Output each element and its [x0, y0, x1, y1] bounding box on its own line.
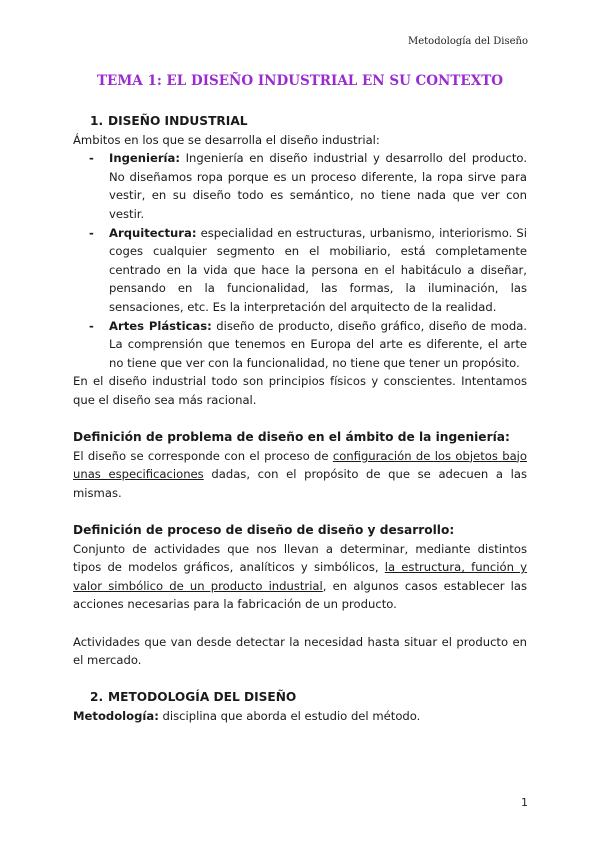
list-item-term: Ingeniería:: [109, 151, 180, 166]
definition-2-text: Conjunto de actividades que nos llevan a determinar, mediante distintos tipos de modelos gráficos, analíticos y simbólicos, la estructura, función y valor simbólico de un producto industrial, en algunos casos establecer las acciones necesarias para la fabricación de un producto.: [73, 541, 527, 612]
section-1-title: DISEÑO INDUSTRIAL: [108, 114, 248, 128]
list-item-text: Ingeniería en diseño industrial y desarrollo del producto. No diseñamos ropa porque es un proceso diferente, la ropa sirve para vestir, en su diseño todo es semántico, no tiene nada que ver con vestir.: [109, 151, 527, 221]
page-number: 1: [521, 796, 528, 809]
list-item: [73, 149, 527, 223]
list-item-text: especialidad en estructuras, urbanismo, interiorismo. Si coges cualquier segmento en el mobiliario, está completamente centrado en la vida que hace la persona en el habitáculo a diseñar, pensando en la funcionalidad, las formas, la iluminación, las sensaciones, etc. Es la interpretación del arquitecto de la realidad.: [109, 225, 527, 314]
definition-1-heading: Definición de problema de diseño en el ámbito de la ingeniería:: [73, 430, 510, 445]
section-2-text: Metodología: disciplina que aborda el estudio del método.: [73, 709, 421, 723]
spacer: [73, 502, 527, 521]
section-2-term: Metodología:: [73, 709, 159, 723]
definition-2-heading: Definición de proceso de diseño de diseño y desarrollo:: [73, 523, 455, 538]
dash-bullet: -: [89, 318, 94, 333]
page-title: TEMA 1: EL DISEÑO INDUSTRIAL EN SU CONTEXTO: [96, 73, 503, 89]
dash-bullet: -: [89, 151, 94, 166]
section-1-intro: Ámbitos en los que se desarrolla el diseño industrial:: [73, 132, 380, 147]
list-item: [73, 224, 527, 317]
section-2-heading: [73, 688, 527, 707]
document-body: [73, 112, 527, 726]
dash-bullet: -: [89, 225, 94, 240]
section-2-title: METODOLOGÍA DEL DISEÑO: [108, 690, 297, 705]
spacer: [73, 670, 527, 689]
activities-text: Actividades que van desde detectar la necesidad hasta situar el producto en el mercado.: [73, 634, 527, 668]
list-item-term: Artes Plásticas:: [109, 318, 212, 333]
list-item-text: diseño de producto, diseño gráfico, diseño de moda. La comprensión que tenemos en Europa del arte es diferente, el arte no tiene que ver con la funcionalidad, no tiene que tener un propósito.: [109, 318, 527, 370]
list-item-term: Arquitectura:: [109, 225, 197, 240]
section-1-number: 1.: [90, 114, 104, 128]
ambitos-list: [73, 149, 527, 372]
running-header: Metodología del Diseño: [408, 36, 528, 47]
section-1-closing: En el diseño industrial todo son principios físicos y conscientes. Intentamos que el diseño sea más racional.: [73, 374, 527, 407]
definition-1-text: El diseño se corresponde con el proceso de configuración de los objetos bajo unas especificaciones dadas, con el propósito de que se adecuen a las mismas.: [73, 448, 527, 500]
underlined-phrase: configuración de los objetos bajo unas especificaciones: [73, 448, 527, 482]
spacer: [73, 614, 527, 633]
section-2-number: 2.: [90, 690, 104, 705]
section-1-heading: [73, 112, 527, 131]
spacer: [73, 410, 527, 429]
list-item: [73, 317, 527, 373]
underlined-phrase: la estructura, función y valor simbólico de un producto industrial: [73, 560, 527, 593]
